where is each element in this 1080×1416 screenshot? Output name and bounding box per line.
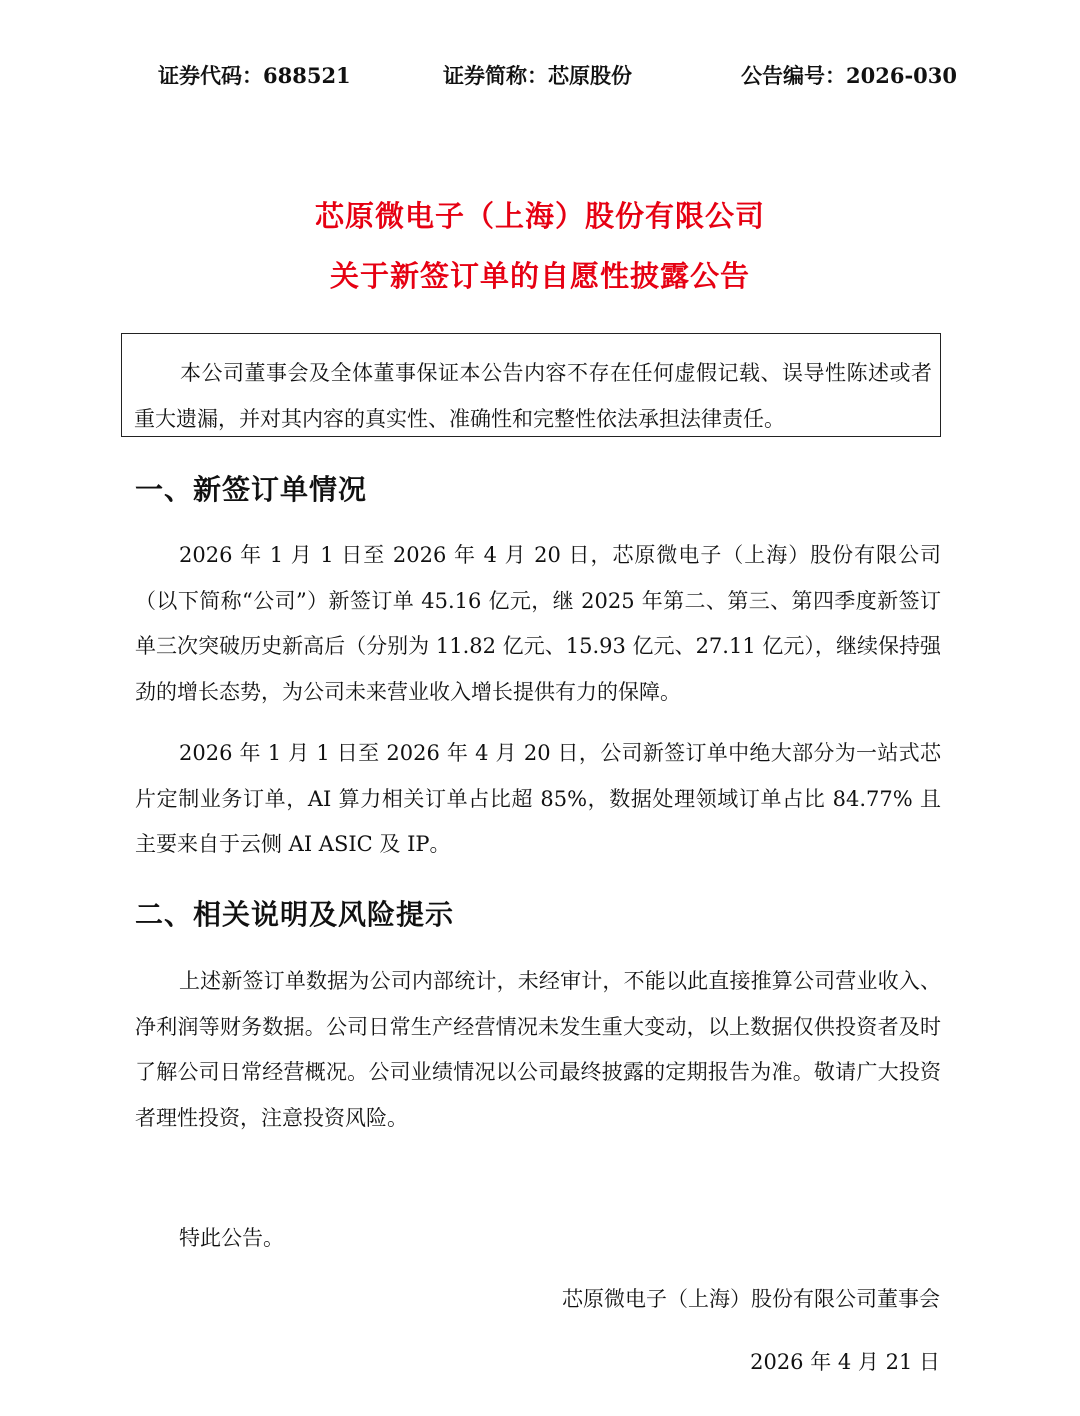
signature-date: 2026 年 4 月 21 日: [750, 1350, 940, 1374]
closing-remark: 特此公告。: [179, 1226, 284, 1250]
security-short-name: 证券简称：芯原股份: [443, 63, 632, 88]
board-guarantee-notice: 本公司董事会及全体董事保证本公告内容不存在任何虚假记载、误导性陈述或者重大遗漏，并对其内容的真实性、准确性和完整性依法承担法律责任。: [121, 333, 941, 437]
announcement-number: 公告编号：2026-030: [741, 63, 957, 88]
section-heading-risk-notice: 二、相关说明及风险提示: [135, 898, 455, 931]
company-title: 芯原微电子（上海）股份有限公司: [314, 199, 765, 233]
security-code: 证券代码：688521: [158, 63, 351, 88]
document-header: [0, 60, 1080, 90]
announcement-title: 关于新签订单的自愿性披露公告: [329, 259, 750, 293]
paragraph: 上述新签订单数据为公司内部统计，未经审计，不能以此直接推算公司营业收入、净利润等财务数据。公司日常生产经营情况未发生重大变动，以上数据仅供投资者及时了解公司日常经营概况。公司业绩情况以公司最终披露的定期报告为准。敬请广大投资者理性投资，注意投资风险。: [135, 969, 941, 1130]
signer: 芯原微电子（上海）股份有限公司董事会: [562, 1287, 940, 1311]
paragraph: 2026 年 1 月 1 日至 2026 年 4 月 20 日，公司新签订单中绝大部分为一站式芯片定制业务订单，AI 算力相关订单占比超 85%，数据处理领域订单占比 84.77% 且主要来自于云侧 AI ASIC 及 IP。: [135, 741, 941, 856]
paragraph: 2026 年 1 月 1 日至 2026 年 4 月 20 日，芯原微电子（上海）股份有限公司（以下简称“公司”）新签订单 45.16 亿元，继 2025 年第二、第三、第四季度新签订单三次突破历史新高后（分别为 11.82 亿元、15.93 亿元、27.11 亿元），继续保持强劲的增长态势，为公司未来营业收入增长提供有力的保障。: [135, 543, 941, 704]
section-heading-new-orders: 一、新签订单情况: [135, 473, 368, 506]
